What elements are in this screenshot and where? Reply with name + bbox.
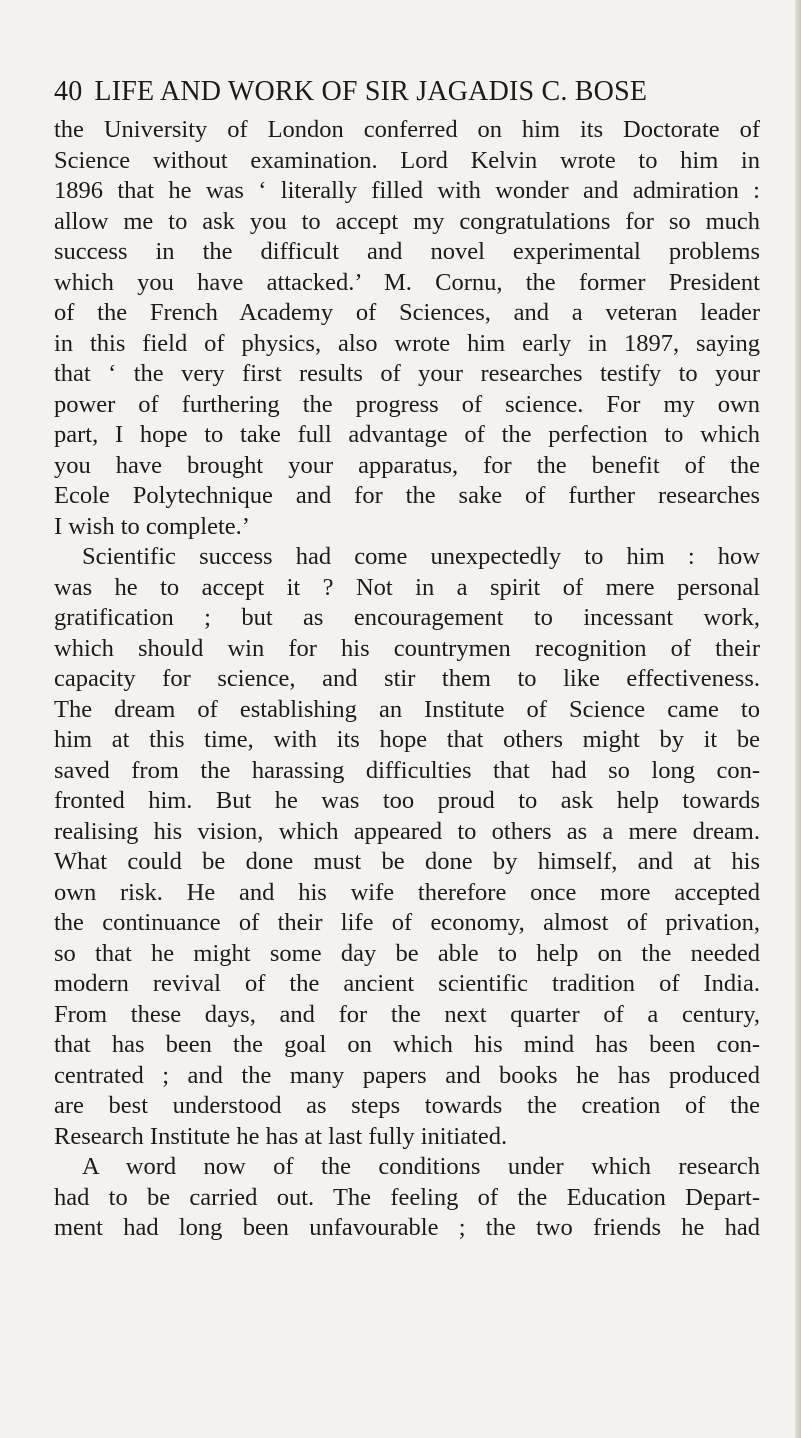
text-line: Scientific success had come unexpectedly to him : how [82, 543, 760, 570]
text-line: which should win for his countrymen recognition of their [54, 634, 760, 662]
text-line: gratification ; but as encouragement to incessant work, [54, 604, 760, 631]
text-line: own risk. He and his wife therefore once more accepted [54, 878, 760, 906]
text-line: in this field of physics, also wrote him early in 1897, saying [54, 329, 760, 357]
text-line: that ‘ the very first results of your researches testify to your [54, 360, 760, 387]
text-line: him at this time, with its hope that others might by it be [54, 726, 760, 753]
text-line: power of furthering the progress of science. For my own [54, 390, 760, 418]
body-text [54, 115, 760, 1244]
text-line: are best understood as steps towards the creation of the [54, 1092, 760, 1119]
page-edge-shadow [795, 0, 801, 1438]
text-line: I wish to complete.’ [54, 512, 250, 540]
text-line: The dream of establishing an Institute of Science came to [54, 695, 760, 723]
text-line: saved from the harassing difficulties that had so long con- [54, 756, 760, 784]
text-line: Ecole Polytechnique and for the sake of further researches [54, 482, 760, 509]
text-line: A word now of the conditions under which research [82, 1153, 760, 1180]
text-line: realising his vision, which appeared to others as a mere dream. [54, 817, 760, 845]
page-number: 40 [54, 76, 83, 107]
text-line: of the French Academy of Sciences, and a veteran leader [54, 299, 760, 326]
text-line: the University of London conferred on him its Doctorate of [54, 116, 760, 143]
text-line: which you have attacked.’ M. Cornu, the former President [54, 268, 760, 296]
text-line: that has been the goal on which his mind has been con- [54, 1031, 760, 1058]
running-header [54, 75, 774, 109]
running-title: LIFE AND WORK OF SIR JAGADIS C. BOSE [94, 76, 648, 107]
text-line: so that he might some day be able to help on the needed [54, 939, 760, 967]
text-line: From these days, and for the next quarter of a century, [54, 1000, 760, 1028]
text-line: fronted him. But he was too proud to ask help towards [54, 787, 760, 814]
text-line: capacity for science, and stir them to like effectiveness. [54, 665, 760, 692]
text-line: ment had long been unfavourable ; the two friends he had [54, 1214, 760, 1241]
text-line: success in the difficult and novel experimental problems [54, 238, 760, 265]
text-line: part, I hope to take full advantage of the perfection to which [54, 421, 760, 448]
text-line: was he to accept it ? Not in a spirit of mere personal [54, 573, 760, 601]
text-line: centrated ; and the many papers and books he has produced [54, 1061, 760, 1089]
text-line: What could be done must be done by himself, and at his [54, 848, 760, 875]
text-line: Science without examination. Lord Kelvin wrote to him in [54, 146, 760, 174]
text-line: allow me to ask you to accept my congratulations for so much [54, 207, 760, 235]
text-line: 1896 that he was ‘ literally filled with wonder and admiration : [54, 177, 760, 204]
text-line: had to be carried out. The feeling of the Education Depart- [54, 1183, 760, 1211]
text-line: modern revival of the ancient scientific tradition of India. [54, 970, 760, 997]
text-line: Research Institute he has at last fully initiated. [54, 1122, 508, 1150]
text-line: you have brought your apparatus, for the benefit of the [54, 451, 760, 479]
text-line: the continuance of their life of economy, almost of privation, [54, 909, 760, 936]
